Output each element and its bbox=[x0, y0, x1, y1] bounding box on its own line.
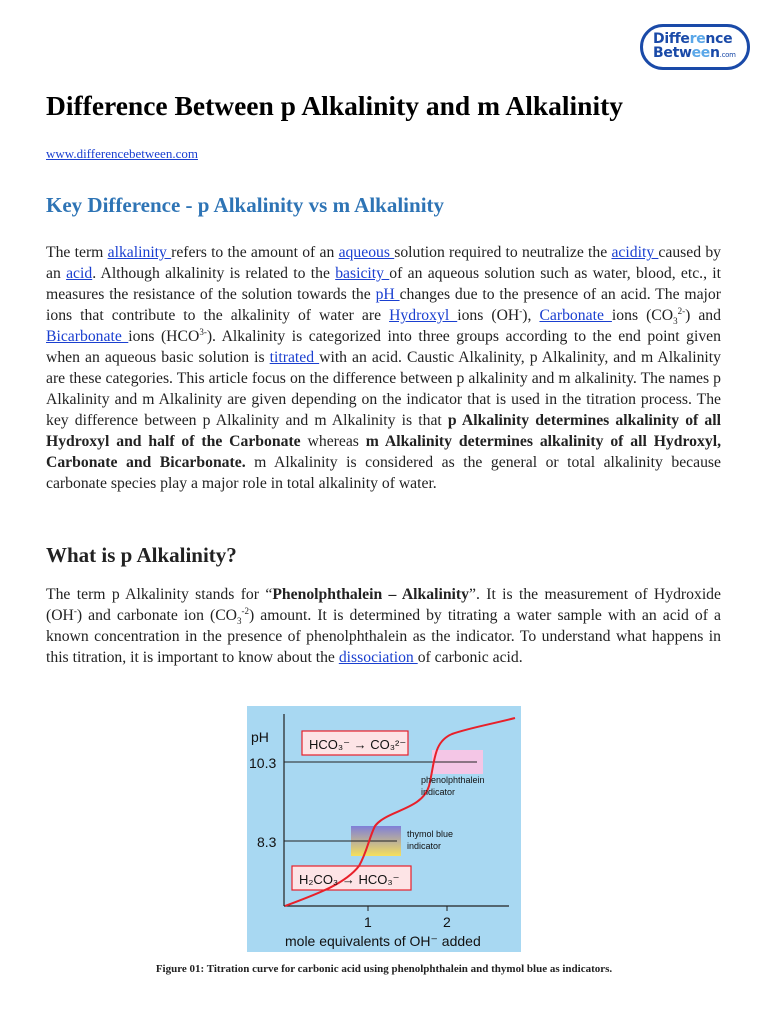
thymol-blue-label-1: thymol blue bbox=[407, 829, 454, 839]
thymol-blue-label-2: indicator bbox=[407, 841, 442, 851]
link-acidity[interactable]: acidity bbox=[611, 244, 659, 261]
figure-caption: Figure 01: Titration curve for carbonic acid using phenolphthalein and thymol blue as indicators. bbox=[155, 963, 613, 975]
tick-label-8-3: 8.3 bbox=[257, 834, 277, 850]
site-logo[interactable] bbox=[640, 24, 750, 70]
tick-label-10-3: 10.3 bbox=[249, 755, 277, 771]
x-axis-label: mole equivalents of OH⁻ added bbox=[285, 933, 481, 949]
link-bicarbonate[interactable]: Bicarbonate bbox=[46, 328, 129, 345]
y-axis-label: pH bbox=[251, 729, 269, 745]
upper-reaction-label: HCO₃⁻ → CO₃²⁻ bbox=[309, 737, 407, 752]
logo-line-1: Difference bbox=[653, 31, 733, 47]
link-alkalinity[interactable]: alkalinity bbox=[107, 244, 172, 261]
logo-line-2: Between.com bbox=[653, 45, 736, 61]
titration-curve-diagram bbox=[247, 706, 521, 952]
link-aqueous[interactable]: aqueous bbox=[338, 244, 395, 261]
link-ph[interactable]: pH bbox=[375, 286, 400, 303]
link-hydroxyl[interactable]: Hydroxyl bbox=[389, 307, 458, 324]
link-acid[interactable]: acid bbox=[66, 265, 93, 282]
intro-paragraph: The term alkalinity refers to the amount of an aqueous solution required to neutralize the acidity caused by an acid. Although alkalinity is related to the basicity of an aqueous solution such as water, blood, etc., it measures the resistance of the solution towards the pH changes due to the presence of an acid. The major ions that contribute to the alkalinity of water are Hydroxyl ions (OH-), Carbonate ions $(CO_3^{2-})$ and Bicarbonate ions $(HCO^{3-})$. Alkalinity is categorized into three groups according to the end point given when an aqueous basic solution is titrated with an acid. Caustic Alkalinity, p Alkalinity, and m Alkalinity are these categories. This article focus on the difference between p alkalinity and m alkalinity. The names p Alkalinity and m Alkalinity are given depending on the indicator that is used in the titration process. The key difference between p Alkalinity and m Alkalinity is that p Alkalinity determines alkalinity of all Hydroxyl and half of the Carbonate whereas m Alkalinity determines alkalinity of all Hydroxyl, Carbonate and Bicarbonate. m Alkalinity is considered as the general or total alkalinity because carbonate species play a major role in total alkalinity of water. bbox=[46, 244, 722, 492]
key-difference-heading: Key Difference - p Alkalinity vs m Alkalinity bbox=[46, 193, 445, 217]
link-titrated[interactable]: titrated bbox=[269, 349, 320, 366]
phenolphthalein-label-1: phenolphthalein bbox=[421, 775, 485, 785]
tick-label-1: 1 bbox=[364, 914, 372, 930]
titration-figure bbox=[247, 706, 521, 952]
site-url-link[interactable]: www.differencebetween.com bbox=[46, 146, 198, 161]
p-alkalinity-paragraph: The term p Alkalinity stands for “Phenolphthalein – Alkalinity”. It is the measurement of Hydroxide (OH-) and carbonate ion $(CO_3^{-2})$ amount. It is determined by titrating a water sample with an acid of a known concentration in the presence of phenolphthalein as the indicator. To understand what happens in this titration, it is important to know about the dissociation of carbonic acid. bbox=[46, 586, 721, 666]
tick-label-2: 2 bbox=[443, 914, 451, 930]
link-dissociation[interactable]: dissociation bbox=[338, 649, 418, 666]
p-alkalinity-heading: What is p Alkalinity? bbox=[46, 543, 237, 567]
link-basicity[interactable]: basicity bbox=[335, 265, 390, 282]
phenolphthalein-label-2: indicator bbox=[421, 787, 456, 797]
lower-reaction-label: H₂CO₃ → HCO₃⁻ bbox=[299, 872, 400, 887]
link-carbonate[interactable]: Carbonate bbox=[539, 307, 612, 324]
page-title: Difference Between p Alkalinity and m Alkalinity bbox=[46, 90, 624, 121]
